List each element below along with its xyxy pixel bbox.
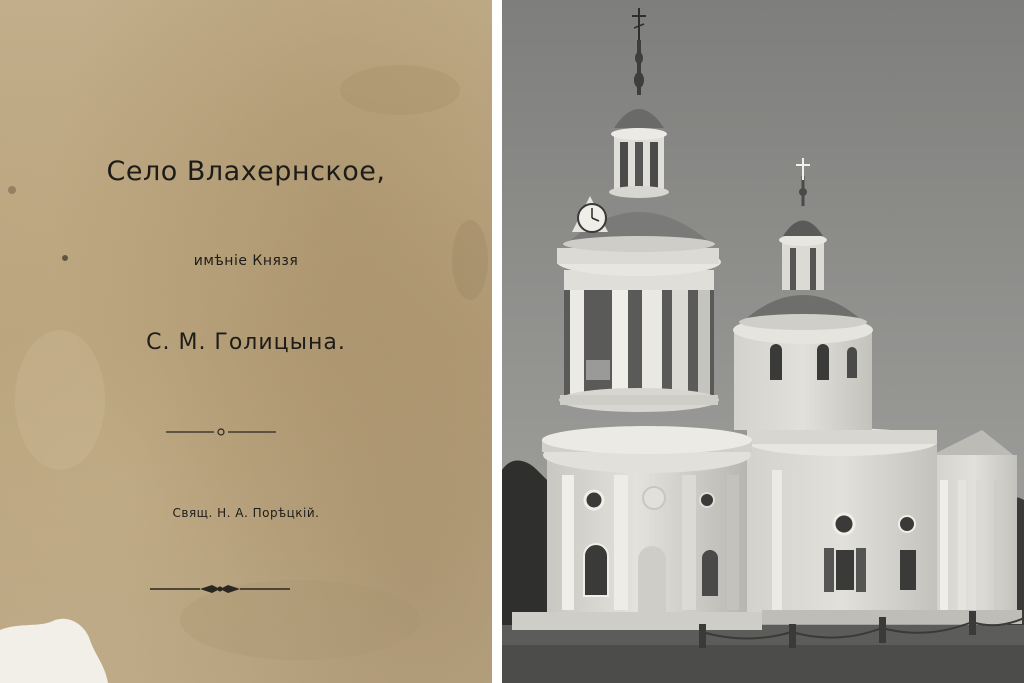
church-photo bbox=[502, 0, 1024, 683]
church-illustration bbox=[502, 0, 1024, 683]
cover-subtitle: имѣніе Князя bbox=[193, 253, 299, 269]
cover-owner: С. М. Голицына. bbox=[146, 330, 346, 355]
cover-title: Село Влахернское, bbox=[106, 156, 386, 187]
book-cover bbox=[0, 0, 492, 683]
ornament-divider-bottom bbox=[150, 582, 290, 596]
image-divider bbox=[492, 0, 502, 683]
ornament-divider-top bbox=[166, 426, 276, 438]
cover-author: Свящ. Н. А. Порѣцкій. bbox=[172, 506, 320, 520]
